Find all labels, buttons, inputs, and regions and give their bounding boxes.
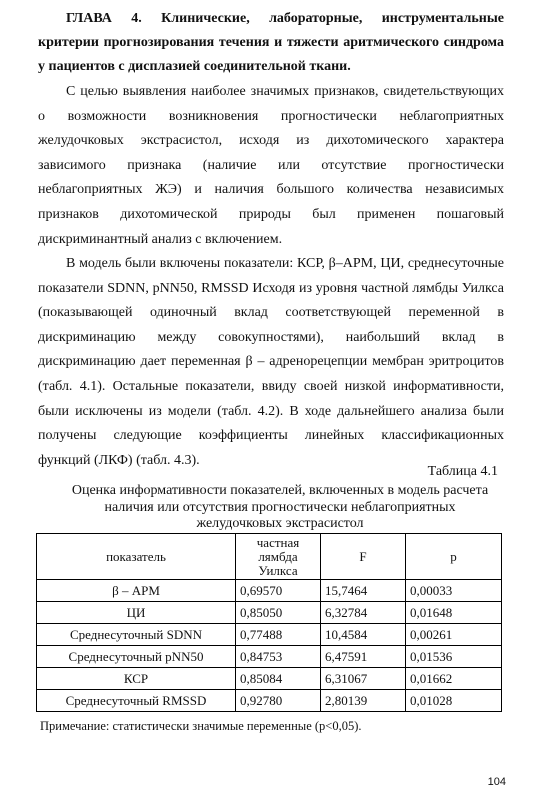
data-table — [36, 533, 502, 712]
cell-lambda: 0,77488 — [236, 624, 321, 646]
table-row — [37, 602, 502, 624]
cell-indicator: ЦИ — [37, 602, 236, 624]
cell-f: 6,31067 — [321, 668, 406, 690]
cell-indicator: β – АРМ — [37, 580, 236, 602]
cell-f: 6,32784 — [321, 602, 406, 624]
paragraph-1: С целью выявления наиболее значимых признаков, свидетельствующих о возможности возникновения прогностически неблагоприятных желудочковых экстрасистол, исходя из дихотомического характера зависимого признака (наличие или отсутствие прогностически неблагоприятных ЖЭ) и наличия большого количества независимых признаков дихотомической природы был применен пошаговый дискриминантный анализ с включением. — [38, 84, 504, 247]
table-row — [37, 580, 502, 602]
table-title: Оценка информативности показателей, включенных в модель расчета наличия или отсутствия прогностически неблагоприятных желудочковых экстрасистол — [71, 483, 489, 531]
cell-indicator: Среднесуточный pNN50 — [37, 646, 236, 668]
cell-indicator: Среднесуточный SDNN — [37, 624, 236, 646]
cell-lambda: 0,85050 — [236, 602, 321, 624]
paragraph-2: В модель были включены показатели: КСР, β–АРМ, ЦИ, среднесуточные показатели SDNN, pNN50, RMSSD Исходя из уровня частной лямбды Уилкса (показывающей одиночный вклад соответствующей переменной в дискриминацию между совокупностями), наибольший вклад в дискриминацию дает переменная β – адренорецепции мембран эритроцитов (табл. 4.1). Остальные показатели, ввиду своей низкой информативности, были исключены из модели (табл. 4.2). В ходе дальнейшего анализа были получены следующие коэффициенты линейных классификационных функций (ЛКФ) (табл. 4.3). — [38, 256, 504, 468]
cell-p: 0,01028 — [406, 690, 502, 712]
cell-p: 0,01536 — [406, 646, 502, 668]
cell-f: 2,80139 — [321, 690, 406, 712]
cell-f: 10,4584 — [321, 624, 406, 646]
header-indicator: показатель — [37, 534, 236, 580]
table-row — [37, 690, 502, 712]
cell-lambda: 0,92780 — [236, 690, 321, 712]
table-label: Таблица 4.1 — [427, 464, 498, 479]
header-f: F — [321, 534, 406, 580]
cell-p: 0,01662 — [406, 668, 502, 690]
cell-indicator: КСР — [37, 668, 236, 690]
cell-f: 15,7464 — [321, 580, 406, 602]
table-row — [37, 624, 502, 646]
cell-p: 0,00261 — [406, 624, 502, 646]
table-row — [37, 668, 502, 690]
header-lambda: частная лямбда Уилкса — [236, 534, 321, 580]
table-header-row — [37, 534, 502, 580]
header-p: p — [406, 534, 502, 580]
cell-p: 0,01648 — [406, 602, 502, 624]
cell-lambda: 0,69570 — [236, 580, 321, 602]
cell-p: 0,00033 — [406, 580, 502, 602]
page-number: 104 — [487, 776, 506, 788]
table-note: Примечание: статистически значимые переменные (p<0,05). — [40, 719, 362, 733]
chapter-heading: ГЛАВА 4. Клинические, лабораторные, инструментальные критерии прогнозирования течения и тяжести аритмического синдрома у пациентов с дисплазией соединительной ткани. — [38, 11, 504, 74]
table-row — [37, 646, 502, 668]
cell-lambda: 0,84753 — [236, 646, 321, 668]
cell-indicator: Среднесуточный RMSSD — [37, 690, 236, 712]
cell-f: 6,47591 — [321, 646, 406, 668]
cell-lambda: 0,85084 — [236, 668, 321, 690]
